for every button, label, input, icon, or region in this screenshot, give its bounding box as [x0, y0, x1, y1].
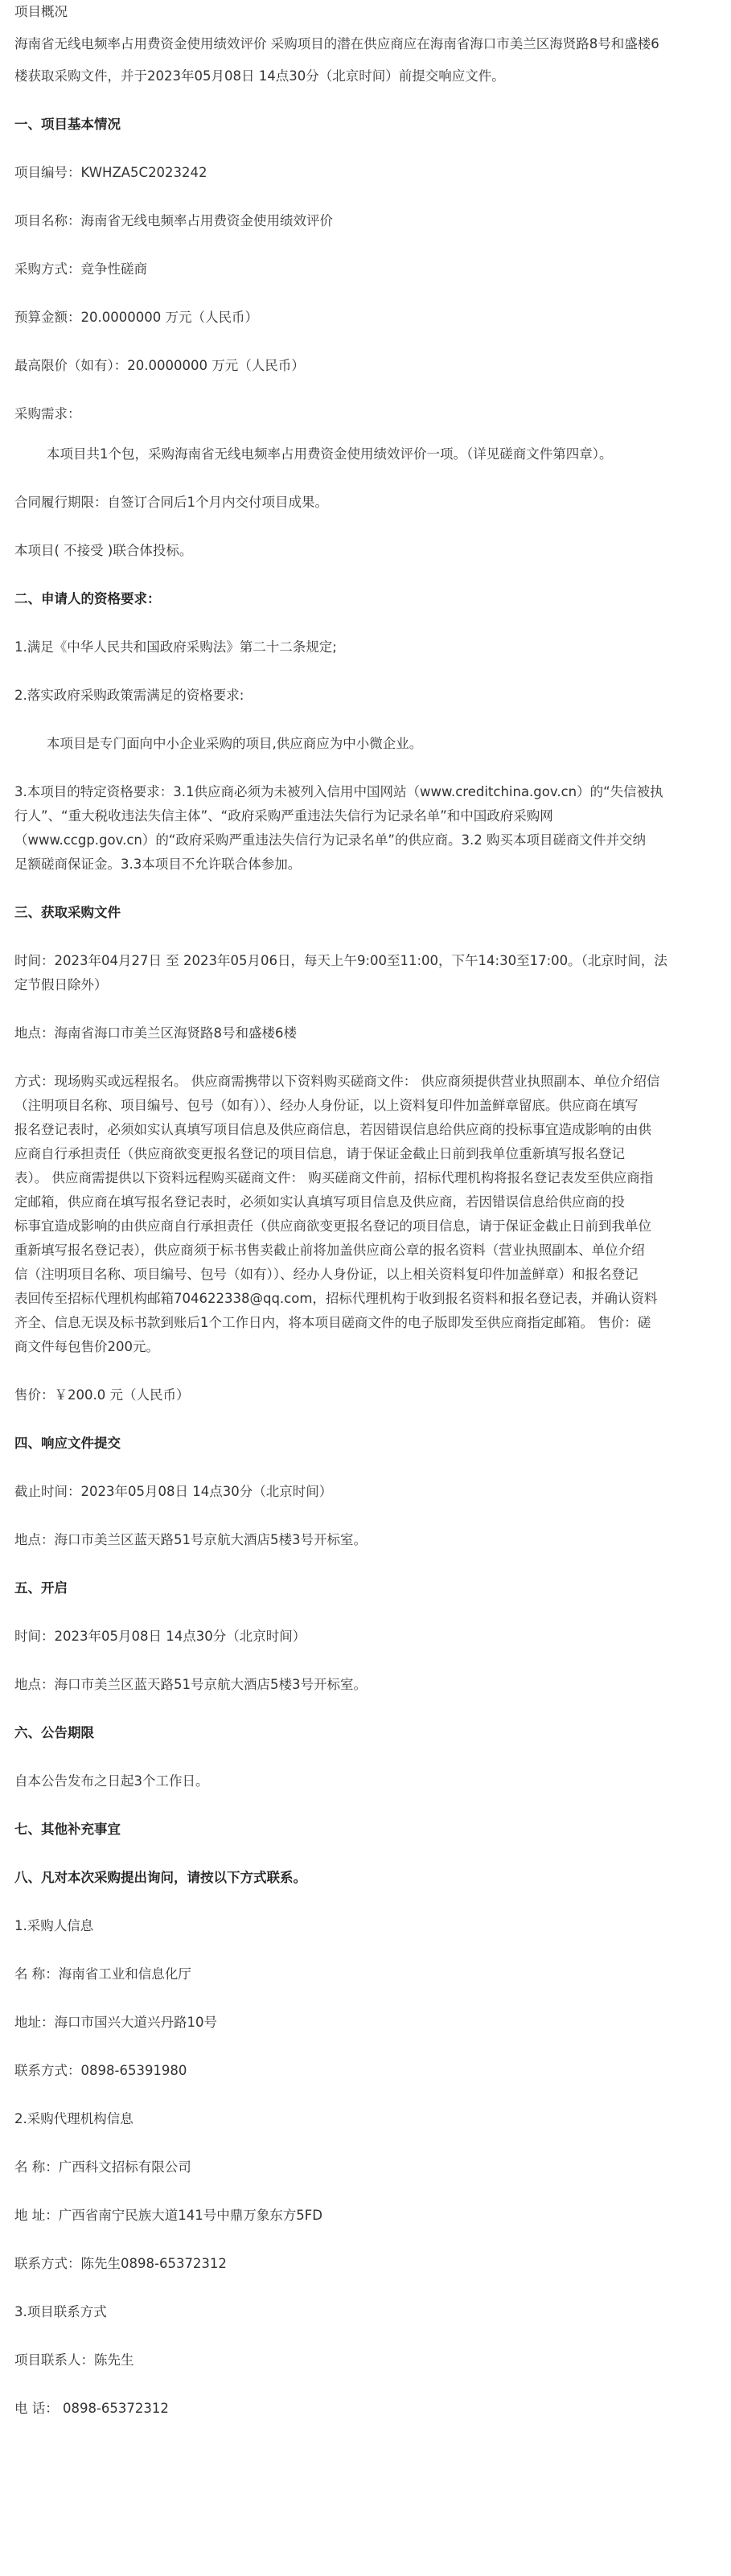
- obtain-method-line-1: 方式：现场购买或远程报名。 供应商需携带以下资料购买磋商文件： 供应商须提供营业执照副本、单位介绍信: [14, 1074, 660, 1089]
- purchaser-name: 名 称：海南省工业和信息化厅: [14, 1966, 191, 1982]
- project-contact-heading: 3.项目联系方式: [14, 2304, 107, 2319]
- project-contact-person: 项目联系人：陈先生: [14, 2352, 134, 2368]
- section-heading-4: 四、响应文件提交: [14, 1436, 121, 1451]
- project-contact-phone: 电 话： 0898-65372312: [14, 2401, 169, 2416]
- agency-address: 地 址：广西省南宁民族大道141号中鼎万象东方5FD: [14, 2208, 322, 2223]
- section-heading-6: 六、公告期限: [14, 1725, 94, 1740]
- purchaser-contact: 联系方式：0898-65391980: [14, 2063, 187, 2078]
- sale-price: 售价：￥200.0 元（人民币）: [14, 1387, 190, 1403]
- obtain-method-line-6: 定邮箱，供应商在填写报名登记表时，必须如实认真填写项目信息及供应商，若因错误信息给供应商的投: [14, 1194, 625, 1210]
- agency-contact: 联系方式：陈先生0898-65372312: [14, 2256, 227, 2271]
- obtain-method-line-7: 标事宜造成影响的由供应商自行承担责任（供应商欲变更报名登记的项目信息，请于保证金截止日前到我单位: [14, 1218, 651, 1234]
- max-price: 最高限价（如有）：20.0000000 万元（人民币）: [14, 358, 305, 373]
- obtain-method-line-12: 商文件每包售价200元。: [14, 1339, 159, 1354]
- section-heading-7: 七、其他补充事宜: [14, 1822, 121, 1837]
- obtain-method-line-9: 信（注明项目名称、项目编号、包号（如有））、经办人身份证，以上相关资料复印件加盖鲜章）和报名登记: [14, 1267, 639, 1282]
- qualification-2-detail: 本项目是专门面向中小企业采购的项目,供应商应为中小微企业。: [47, 736, 423, 751]
- section-heading-8: 八、凡对本次采购提出询问，请按以下方式联系。: [14, 1870, 306, 1885]
- procurement-need-label: 采购需求：: [14, 406, 81, 421]
- obtain-method-line-3: 报名登记表时，必须如实认真填写项目信息及供应商信息，若因错误信息给供应商的投标事宜造成影响的由供: [14, 1122, 651, 1137]
- purchaser-address: 地址：海口市国兴大道兴丹路10号: [14, 2015, 217, 2030]
- opening-location: 地点：海口市美兰区蓝天路51号京航大酒店5楼3号开标室。: [14, 1677, 367, 1692]
- consortium: 本项目( 不接受 )联合体投标。: [14, 543, 193, 558]
- agency-heading: 2.采购代理机构信息: [14, 2111, 133, 2126]
- qualification-3-line-1: 3.本项目的特定资格要求：3.1供应商必须为未被列入信用中国网站（www.creditchina.gov.cn）的“失信被执: [14, 784, 663, 799]
- procurement-need-text: 本项目共1个包，采购海南省无线电频率占用费资金使用绩效评价一项。（详见磋商文件第四章）。: [47, 446, 613, 462]
- obtain-time-line-2: 定节假日除外）: [14, 977, 108, 992]
- obtain-method-line-10: 表回传至招标代理机构邮箱704622338@qq.com，招标代理机构于收到报名资料和报名登记表，并确认资料: [14, 1291, 658, 1306]
- obtain-time-line-1: 时间：2023年04月27日 至 2023年05月06日，每天上午9:00至11:00，下午14:30至17:00。（北京时间，法: [14, 953, 667, 968]
- procurement-method: 采购方式：竞争性磋商: [14, 261, 147, 277]
- agency-name: 名 称：广西科文招标有限公司: [14, 2159, 191, 2175]
- qualification-2: 2.落实政府采购政策需满足的资格要求:: [14, 688, 244, 703]
- overview-line-2: 楼获取采购文件，并于2023年05月08日 14点30分（北京时间）前提交响应文件。: [14, 68, 505, 84]
- purchaser-heading: 1.采购人信息: [14, 1918, 94, 1933]
- qualification-3-line-2: 行人”、“重大税收违法失信主体”、“政府采购严重违法失信行为记录名单”和中国政府采购网: [14, 808, 553, 824]
- obtain-method-line-8: 重新填写报名登记表），供应商须于标书售卖截止前将加盖供应商公章的报名资料（营业执照副本、单位介绍: [14, 1243, 645, 1258]
- obtain-location: 地点：海南省海口市美兰区海贤路8号和盛楼6楼: [14, 1025, 297, 1041]
- section-heading-1: 一、项目基本情况: [14, 117, 121, 132]
- opening-time: 时间：2023年05月08日 14点30分（北京时间）: [14, 1629, 306, 1644]
- qualification-3-line-4: 足额磋商保证金。3.3本项目不允许联合体参加。: [14, 857, 302, 872]
- notice-period: 自本公告发布之日起3个工作日。: [14, 1773, 209, 1789]
- overview-line-1: 海南省无线电频率占用费资金使用绩效评价 采购项目的潜在供应商应在海南省海口市美兰区海贤路8号和盛楼6: [14, 36, 659, 51]
- obtain-method-line-5: 表）。 供应商需提供以下资料远程购买磋商文件： 购买磋商文件前，招标代理机构将报名登记表发至供应商指: [14, 1170, 654, 1185]
- qualification-3-line-3: （www.ccgp.gov.cn）的“政府采购严重违法失信行为记录名单”的供应商。3.2 购买本项目磋商文件并交纳: [14, 832, 646, 848]
- section-heading-2: 二、申请人的资格要求：: [14, 591, 161, 606]
- obtain-method-line-4: 应商自行承担责任（供应商欲变更报名登记的项目信息，请于保证金截止日前到我单位重新填写报名登记: [14, 1146, 625, 1161]
- section-heading-3: 三、获取采购文件: [14, 905, 121, 920]
- project-name: 项目名称：海南省无线电频率占用费资金使用绩效评价: [14, 213, 333, 228]
- section-heading-overview: 项目概况: [14, 4, 68, 19]
- section-heading-5: 五、开启: [14, 1580, 68, 1596]
- submit-location: 地点：海口市美兰区蓝天路51号京航大酒店5楼3号开标室。: [14, 1532, 367, 1547]
- obtain-method-line-11: 齐全、信息无误及标书款到账后1个工作日内，将本项目磋商文件的电子版即发至供应商指定邮箱。 售价：磋: [14, 1315, 651, 1330]
- project-number: 项目编号：KWHZA5C2023242: [14, 165, 207, 180]
- budget-amount: 预算金额：20.0000000 万元（人民币）: [14, 310, 258, 325]
- qualification-1: 1.满足《中华人民共和国政府采购法》第二十二条规定;: [14, 639, 337, 655]
- obtain-method-line-2: （注明项目名称、项目编号、包号（如有））、经办人身份证，以上资料复印件加盖鲜章留底。供应商在填写: [14, 1098, 639, 1113]
- submit-deadline: 截止时间：2023年05月08日 14点30分（北京时间）: [14, 1484, 333, 1499]
- contract-period: 合同履行期限：自签订合同后1个月内交付项目成果。: [14, 495, 328, 510]
